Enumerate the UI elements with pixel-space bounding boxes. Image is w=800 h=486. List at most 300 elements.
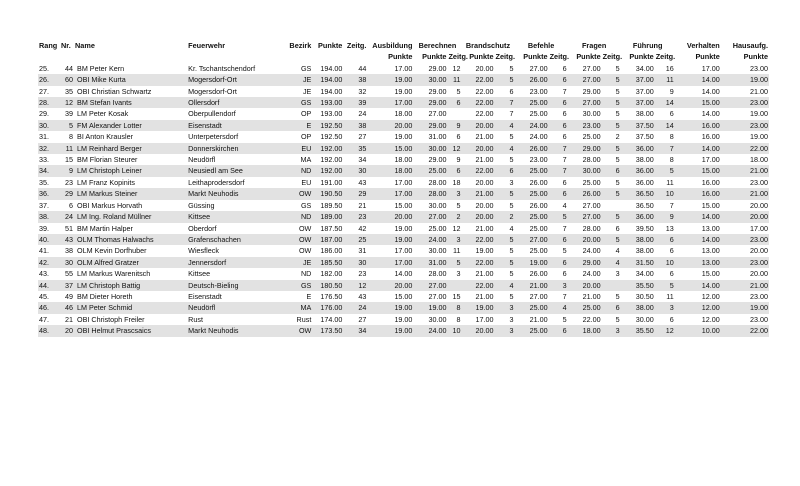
- cell-bezirk: EU: [301, 177, 312, 187]
- cell-punkte: 193.00: [312, 97, 343, 108]
- cell-verhalten-punkte: 14.00: [675, 211, 721, 222]
- cell-fragen-punkte: 27.00: [568, 74, 602, 85]
- cell-hausaufg-punkte: 23.00: [750, 291, 768, 301]
- cell-befehle-punkte: 25.00: [515, 97, 549, 108]
- cell-rang: 30.: [38, 120, 60, 131]
- cell-brandschutz-zeitg: 5: [509, 132, 514, 142]
- cell-hausaufg-punkte: 20.00: [750, 269, 768, 279]
- table-row: [38, 211, 769, 222]
- cell-hausaufg-punkte: 23.00: [721, 234, 769, 245]
- col-verhalten: Verhalten: [686, 41, 720, 50]
- cell-punkte: 174.00: [320, 314, 343, 324]
- cell-fragen-punkte: 18.00: [568, 325, 602, 336]
- cell-fragen-punkte: 26.00: [568, 188, 602, 199]
- cell-bezirk: OW: [298, 223, 312, 233]
- cell-name: OLM Thomas Halwachs: [74, 234, 187, 245]
- cell-nr: 39: [65, 109, 74, 119]
- cell-nr: 9: [60, 165, 74, 176]
- cell-nr: 43: [60, 234, 74, 245]
- cell-berechnen-zeitg: 11: [453, 246, 461, 256]
- cell-fragen-zeitg: 5: [615, 177, 620, 187]
- cell-fuehrung-zeitg: 11: [666, 291, 674, 301]
- cell-feuerwehr: Ollersdorf: [187, 97, 284, 108]
- cell-fuehrung-zeitg: 6: [669, 109, 674, 119]
- cell-befehle-zeitg: 6: [562, 269, 567, 279]
- cell-fuehrung-zeitg: 5: [655, 165, 675, 176]
- cell-berechnen-punkte: 31.00: [413, 257, 447, 268]
- cell-feuerwehr: Kittsee: [188, 269, 211, 279]
- cell-berechnen-zeitg: 8: [456, 314, 461, 324]
- cell-ausbildung: 19.00: [394, 314, 413, 324]
- cell-fragen-zeitg: 5: [615, 63, 620, 73]
- cell-hausaufg-punkte: 23.00: [750, 63, 768, 73]
- cell-hausaufg-punkte: 23.00: [721, 257, 769, 268]
- cell-befehle-zeitg: 6: [549, 234, 568, 245]
- cell-ausbildung: 17.00: [394, 63, 413, 73]
- cell-befehle-zeitg: 7: [562, 155, 567, 165]
- cell-fragen-zeitg: 5: [615, 314, 620, 324]
- cell-fragen-punkte: 30.00: [582, 109, 601, 119]
- cell-feuerwehr: Güssing: [188, 200, 215, 210]
- cell-verhalten-punkte: 14.00: [675, 234, 721, 245]
- cell-bezirk: ND: [284, 211, 312, 222]
- cell-fuehrung-punkte: 39.50: [635, 223, 654, 233]
- cell-nr: 37: [60, 280, 74, 291]
- cell-brandschutz-punkte: 22.00: [461, 234, 494, 245]
- cell-befehle-zeitg: 5: [562, 246, 567, 256]
- cell-name: BM Stefan Ivants: [74, 97, 187, 108]
- cell-brandschutz-punkte: 22.00: [461, 280, 494, 291]
- cell-fragen-zeitg: 4: [602, 257, 621, 268]
- cell-befehle-zeitg: 7: [549, 165, 568, 176]
- cell-fuehrung-punkte: 37.50: [621, 120, 655, 131]
- cell-nr: 15: [65, 155, 74, 165]
- cell-punkte: 194.00: [320, 63, 343, 73]
- cell-fuehrung-punkte: 36.00: [621, 165, 655, 176]
- cell-berechnen-punkte: 25.00: [428, 223, 447, 233]
- cell-befehle-punkte: 25.00: [529, 109, 548, 119]
- table-row: [38, 234, 769, 245]
- cell-berechnen-punkte: 30.00: [413, 74, 447, 85]
- cell-befehle-punkte: 24.00: [515, 120, 549, 131]
- cell-punkte: 189.00: [312, 211, 343, 222]
- cell-befehle-punkte: 26.00: [515, 143, 549, 154]
- cell-feuerwehr: Grafenschachen: [187, 234, 284, 245]
- cell-fuehrung-punkte: 37.00: [621, 97, 655, 108]
- cell-brandschutz-zeitg: 3: [495, 325, 515, 336]
- cell-berechnen-punkte: 27.00: [413, 280, 447, 291]
- cell-bezirk: OW: [284, 188, 312, 199]
- cell-fragen-zeitg: 5: [602, 211, 621, 222]
- cell-ausbildung: 17.00: [394, 177, 413, 187]
- cell-ausbildung: 17.00: [394, 246, 413, 256]
- table-row: [38, 97, 769, 108]
- cell-name: LM Ing. Roland Müllner: [74, 211, 187, 222]
- cell-fragen-zeitg: 5: [602, 120, 621, 131]
- cell-hausaufg-punkte: 23.00: [750, 177, 768, 187]
- cell-brandschutz-punkte: 19.00: [475, 246, 494, 256]
- table-row: [38, 314, 769, 325]
- cell-hausaufg-punkte: 23.00: [721, 120, 769, 131]
- cell-fragen-punkte: 28.00: [582, 223, 601, 233]
- cell-feuerwehr: Eisenstadt: [188, 291, 222, 301]
- cell-zeitg: 12: [343, 280, 367, 291]
- cell-verhalten-punkte: 13.00: [701, 223, 720, 233]
- cell-fuehrung-zeitg: 11: [655, 74, 675, 85]
- cell-fuehrung-zeitg: 10: [655, 188, 675, 199]
- cell-befehle-zeitg: 6: [562, 177, 567, 187]
- cell-rang: 48.: [38, 325, 60, 336]
- cell-fuehrung-zeitg: 6: [655, 234, 675, 245]
- cell-befehle-zeitg: 4: [562, 200, 567, 210]
- cell-zeitg: 21: [358, 200, 367, 210]
- cell-fragen-zeitg: 3: [615, 269, 620, 279]
- cell-bezirk: OP: [300, 109, 312, 119]
- cell-befehle-zeitg: 5: [562, 314, 567, 324]
- cell-feuerwehr: Markt Neuhodis: [187, 325, 284, 336]
- cell-brandschutz-zeitg: 4: [495, 280, 515, 291]
- cell-befehle-punkte: 23.00: [529, 155, 548, 165]
- cell-nr: 35: [65, 86, 74, 96]
- cell-brandschutz-punkte: 21.00: [461, 188, 494, 199]
- cell-berechnen-punkte: 25.00: [413, 165, 447, 176]
- cell-bezirk: Rust: [296, 314, 312, 324]
- cell-name: OLM Kevin Dorfhuber: [77, 246, 147, 256]
- cell-berechnen-punkte: 28.00: [428, 269, 447, 279]
- cell-fuehrung-punkte: 36.00: [621, 143, 655, 154]
- cell-hausaufg-punkte: 18.00: [750, 155, 768, 165]
- col-berechnen: Berechnen: [418, 41, 457, 50]
- cell-berechnen-zeitg: [447, 108, 461, 119]
- cell-berechnen-zeitg: 5: [456, 86, 461, 96]
- cell-nr: 5: [60, 120, 74, 131]
- cell-brandschutz-punkte: 20.00: [475, 177, 494, 187]
- cell-berechnen-punkte: 29.00: [428, 63, 447, 73]
- subheader-cell: Punkte: [388, 52, 413, 62]
- cell-fuehrung-zeitg: 6: [669, 269, 674, 279]
- cell-bezirk: JE: [302, 86, 312, 96]
- cell-fragen-punkte: 22.00: [582, 314, 601, 324]
- cell-hausaufg-punkte: 21.00: [721, 165, 769, 176]
- cell-berechnen-zeitg: 9: [456, 155, 461, 165]
- cell-bezirk: OW: [284, 234, 312, 245]
- cell-fuehrung-punkte: 35.50: [621, 325, 655, 336]
- cell-nr: 21: [65, 314, 74, 324]
- cell-name: LM Markus Warenitsch: [77, 269, 151, 279]
- cell-ausbildung: 19.00: [394, 86, 413, 96]
- col-fragen: Fragen: [581, 41, 607, 50]
- cell-fragen-zeitg: 5: [615, 155, 620, 165]
- cell-verhalten-punkte: 16.00: [701, 177, 720, 187]
- cell-ausbildung: 15.00: [367, 143, 413, 154]
- cell-befehle-punkte: 25.00: [529, 223, 548, 233]
- cell-fuehrung-zeitg: 16: [665, 63, 674, 73]
- cell-rang: 45.: [39, 291, 49, 301]
- cell-fuehrung-punkte: 36.00: [635, 177, 654, 187]
- cell-verhalten-punkte: 13.00: [701, 246, 720, 256]
- table-row: [38, 257, 769, 268]
- cell-brandschutz-punkte: 21.00: [475, 269, 494, 279]
- cell-fragen-zeitg: 5: [602, 74, 621, 85]
- cell-brandschutz-zeitg: 5: [509, 269, 514, 279]
- cell-brandschutz-punkte: 22.00: [475, 86, 494, 96]
- cell-feuerwehr: Neusiedl am See: [187, 165, 284, 176]
- results-table: [38, 40, 769, 337]
- cell-befehle-zeitg: 6: [562, 132, 567, 142]
- cell-berechnen-zeitg: 8: [447, 302, 461, 313]
- cell-hausaufg-punkte: 20.00: [750, 246, 768, 256]
- cell-befehle-zeitg: 6: [562, 109, 567, 119]
- cell-befehle-punkte: 24.00: [529, 132, 548, 142]
- cell-berechnen-zeitg: 3: [447, 234, 461, 245]
- cell-brandschutz-punkte: 21.00: [475, 155, 494, 165]
- cell-verhalten-punkte: 15.00: [675, 165, 721, 176]
- cell-berechnen-zeitg: 3: [456, 269, 461, 279]
- cell-berechnen-zeitg: 5: [447, 257, 461, 268]
- col-fuehrung: Führung: [632, 41, 663, 50]
- cell-punkte: 189.50: [320, 200, 343, 210]
- cell-rang: 35.: [39, 177, 49, 187]
- cell-ausbildung: 15.00: [394, 200, 413, 210]
- cell-fuehrung-zeitg: 6: [669, 314, 674, 324]
- cell-rang: 37.: [39, 200, 49, 210]
- cell-brandschutz-zeitg: 3: [509, 177, 514, 187]
- cell-befehle-punkte: 27.00: [529, 291, 548, 301]
- cell-hausaufg-punkte: 19.00: [721, 74, 769, 85]
- cell-zeitg: 31: [358, 246, 367, 256]
- subheader-cell: Punkte: [576, 52, 601, 62]
- cell-rang: 47.: [39, 314, 49, 324]
- cell-fragen-punkte: 20.00: [568, 234, 602, 245]
- cell-hausaufg-punkte: 19.00: [750, 132, 768, 142]
- cell-berechnen-punkte: 30.00: [413, 143, 447, 154]
- cell-berechnen-zeitg: 12: [452, 63, 461, 73]
- cell-verhalten-punkte: 17.00: [701, 155, 720, 165]
- cell-feuerwehr: Markt Neuhodis: [187, 188, 284, 199]
- cell-fuehrung-zeitg: 12: [655, 325, 675, 336]
- cell-fuehrung-zeitg: 7: [655, 143, 675, 154]
- subheader-cell: Punkte: [743, 52, 768, 62]
- cell-feuerwehr: Rust: [188, 314, 203, 324]
- cell-befehle-zeitg: 7: [562, 223, 567, 233]
- cell-punkte: 192.00: [312, 143, 343, 154]
- cell-fuehrung-punkte: 37.00: [635, 86, 654, 96]
- cell-berechnen-punkte: 27.00: [413, 211, 447, 222]
- cell-fuehrung-zeitg: 10: [655, 257, 675, 268]
- cell-fuehrung-punkte: 34.00: [635, 63, 654, 73]
- cell-fragen-zeitg: [602, 200, 621, 211]
- cell-zeitg: 23: [358, 269, 367, 279]
- cell-name: LM Franz Kopinits: [77, 177, 135, 187]
- cell-zeitg: 44: [358, 63, 367, 73]
- cell-berechnen-punkte: 28.00: [413, 188, 447, 199]
- cell-ausbildung: 14.00: [394, 269, 413, 279]
- cell-fuehrung-punkte: 36.50: [621, 188, 655, 199]
- cell-brandschutz-punkte: 17.00: [475, 314, 494, 324]
- cell-brandschutz-punkte: 19.00: [461, 302, 494, 313]
- cell-ausbildung: 20.00: [367, 211, 413, 222]
- cell-hausaufg-punkte: 22.00: [721, 325, 769, 336]
- cell-brandschutz-punkte: 21.00: [475, 132, 494, 142]
- cell-ausbildung: 20.00: [367, 280, 413, 291]
- cell-brandschutz-punkte: 20.00: [475, 63, 494, 73]
- cell-berechnen-punkte: 29.00: [413, 97, 447, 108]
- cell-nr: 6: [69, 200, 74, 210]
- cell-fuehrung-zeitg: 13: [665, 223, 674, 233]
- results-sheet: [38, 40, 769, 337]
- cell-rang: 32.: [38, 143, 60, 154]
- cell-brandschutz-zeitg: 7: [509, 109, 514, 119]
- cell-hausaufg-punkte: 19.00: [721, 302, 769, 313]
- cell-bezirk: JE: [284, 74, 312, 85]
- table-row: [38, 291, 769, 302]
- cell-fragen-punkte: 21.00: [582, 291, 601, 301]
- cell-rang: 27.: [39, 86, 49, 96]
- cell-brandschutz-zeitg: 5: [495, 74, 515, 85]
- cell-brandschutz-punkte: 21.00: [475, 223, 494, 233]
- cell-rang: 26.: [38, 74, 60, 85]
- cell-rang: 41.: [39, 246, 49, 256]
- cell-rang: 43.: [39, 269, 49, 279]
- cell-brandschutz-zeitg: 3: [495, 302, 515, 313]
- cell-befehle-zeitg: 6: [549, 97, 568, 108]
- cell-zeitg: 42: [358, 223, 367, 233]
- cell-befehle-punkte: 25.00: [515, 302, 549, 313]
- cell-fragen-zeitg: [602, 280, 621, 291]
- cell-verhalten-punkte: 14.00: [701, 86, 720, 96]
- cell-fuehrung-zeitg: 8: [669, 155, 674, 165]
- cell-zeitg: 24: [358, 109, 367, 119]
- cell-fragen-zeitg: 4: [615, 246, 620, 256]
- cell-punkte: 180.50: [312, 280, 343, 291]
- cell-verhalten-punkte: 12.00: [701, 291, 720, 301]
- cell-punkte: 192.50: [312, 120, 343, 131]
- cell-befehle-zeitg: 3: [549, 280, 568, 291]
- cell-hausaufg-punkte: 21.00: [721, 188, 769, 199]
- cell-nr: 49: [65, 291, 74, 301]
- cell-berechnen-punkte: 24.00: [413, 325, 447, 336]
- cell-zeitg: 25: [343, 234, 367, 245]
- cell-brandschutz-zeitg: 5: [509, 291, 514, 301]
- cell-befehle-punkte: 23.00: [529, 86, 548, 96]
- cell-rang: 29.: [39, 109, 49, 119]
- cell-fuehrung-zeitg: 11: [666, 177, 674, 187]
- cell-ausbildung: 18.00: [394, 109, 413, 119]
- cell-berechnen-punkte: 27.00: [428, 291, 447, 301]
- cell-fragen-punkte: 27.00: [568, 97, 602, 108]
- cell-fragen-punkte: 20.00: [568, 280, 602, 291]
- cell-name: OBI Markus Horvath: [77, 200, 143, 210]
- cell-feuerwehr: Jennersdorf: [187, 257, 284, 268]
- table-row: [38, 74, 769, 85]
- cell-befehle-punkte: 26.00: [515, 74, 549, 85]
- cell-fragen-punkte: 25.00: [582, 177, 601, 187]
- cell-ausbildung: 15.00: [394, 291, 413, 301]
- cell-bezirk: GS: [300, 200, 312, 210]
- cell-name: OLM Alfred Gratzer: [74, 257, 187, 268]
- col-nr: Nr.: [61, 41, 71, 50]
- cell-fragen-punkte: 30.00: [568, 165, 602, 176]
- cell-name: LM Christoph Leiner: [74, 165, 187, 176]
- cell-zeitg: 30: [343, 257, 367, 268]
- cell-punkte: 173.50: [312, 325, 343, 336]
- cell-fuehrung-punkte: 34.00: [635, 269, 654, 279]
- cell-befehle-punkte: 27.00: [515, 234, 549, 245]
- cell-name: OBI Christian Schwartz: [77, 86, 152, 96]
- cell-verhalten-punkte: 14.00: [675, 280, 721, 291]
- table-row: [38, 280, 769, 291]
- cell-punkte: 187.50: [320, 223, 343, 233]
- cell-zeitg: 43: [358, 177, 367, 187]
- cell-brandschutz-punkte: 20.00: [461, 325, 494, 336]
- subheader-cell: Punkte: [422, 52, 447, 62]
- cell-verhalten-punkte: 13.00: [675, 257, 721, 268]
- cell-ausbildung: 17.00: [367, 188, 413, 199]
- cell-fragen-zeitg: 5: [615, 109, 620, 119]
- cell-verhalten-punkte: 12.00: [675, 302, 721, 313]
- col-ausbildung: Ausbildung: [372, 41, 413, 50]
- subheader-cell: Punkte: [469, 52, 494, 62]
- cell-fragen-zeitg: 5: [602, 143, 621, 154]
- cell-brandschutz-punkte: 20.00: [461, 211, 494, 222]
- cell-hausaufg-punkte: 20.00: [750, 200, 768, 210]
- cell-berechnen-punkte: 31.00: [428, 132, 447, 142]
- col-rang: Rang: [39, 41, 58, 50]
- cell-befehle-zeitg: 6: [549, 74, 568, 85]
- cell-befehle-punkte: 26.00: [529, 269, 548, 279]
- cell-punkte: 190.50: [312, 188, 343, 199]
- table-row: [38, 245, 769, 256]
- cell-punkte: 185.50: [312, 257, 343, 268]
- cell-fuehrung-punkte: 37.50: [635, 132, 654, 142]
- cell-nr: 8: [69, 132, 74, 142]
- cell-hausaufg-punkte: 21.00: [721, 280, 769, 291]
- cell-befehle-punkte: 26.00: [529, 177, 548, 187]
- cell-verhalten-punkte: 16.00: [675, 120, 721, 131]
- cell-berechnen-zeitg: 6: [456, 132, 461, 142]
- cell-punkte: 182.00: [320, 269, 343, 279]
- cell-zeitg: 32: [358, 86, 367, 96]
- cell-feuerwehr: Oberpullendorf: [188, 109, 236, 119]
- cell-rang: 33.: [39, 155, 49, 165]
- cell-brandschutz-punkte: 20.00: [461, 143, 494, 154]
- cell-fuehrung-zeitg: 14: [655, 97, 675, 108]
- cell-fuehrung-punkte: 30.50: [635, 291, 654, 301]
- cell-berechnen-zeitg: 18: [452, 177, 461, 187]
- cell-fragen-punkte: 23.00: [568, 120, 602, 131]
- cell-befehle-punkte: 21.00: [515, 280, 549, 291]
- cell-punkte: 187.00: [312, 234, 343, 245]
- table-row: [38, 165, 769, 176]
- cell-bezirk: ND: [284, 165, 312, 176]
- cell-fuehrung-zeitg: 6: [669, 246, 674, 256]
- cell-berechnen-punkte: 28.00: [428, 177, 447, 187]
- cell-zeitg: 35: [343, 143, 367, 154]
- cell-rang: 25.: [39, 63, 49, 73]
- cell-rang: 39.: [39, 223, 49, 233]
- table-row: [38, 154, 769, 165]
- cell-zeitg: 27: [358, 132, 367, 142]
- cell-rang: 28.: [38, 97, 60, 108]
- cell-rang: 31.: [39, 132, 49, 142]
- cell-brandschutz-zeitg: 5: [509, 155, 514, 165]
- cell-zeitg: 30: [343, 165, 367, 176]
- cell-name: BM Florian Steurer: [77, 155, 138, 165]
- cell-name: LM Christoph Battig: [74, 280, 187, 291]
- cell-nr: 46: [60, 302, 74, 313]
- cell-nr: 30: [60, 257, 74, 268]
- cell-name: OBI Christoph Freiler: [77, 314, 145, 324]
